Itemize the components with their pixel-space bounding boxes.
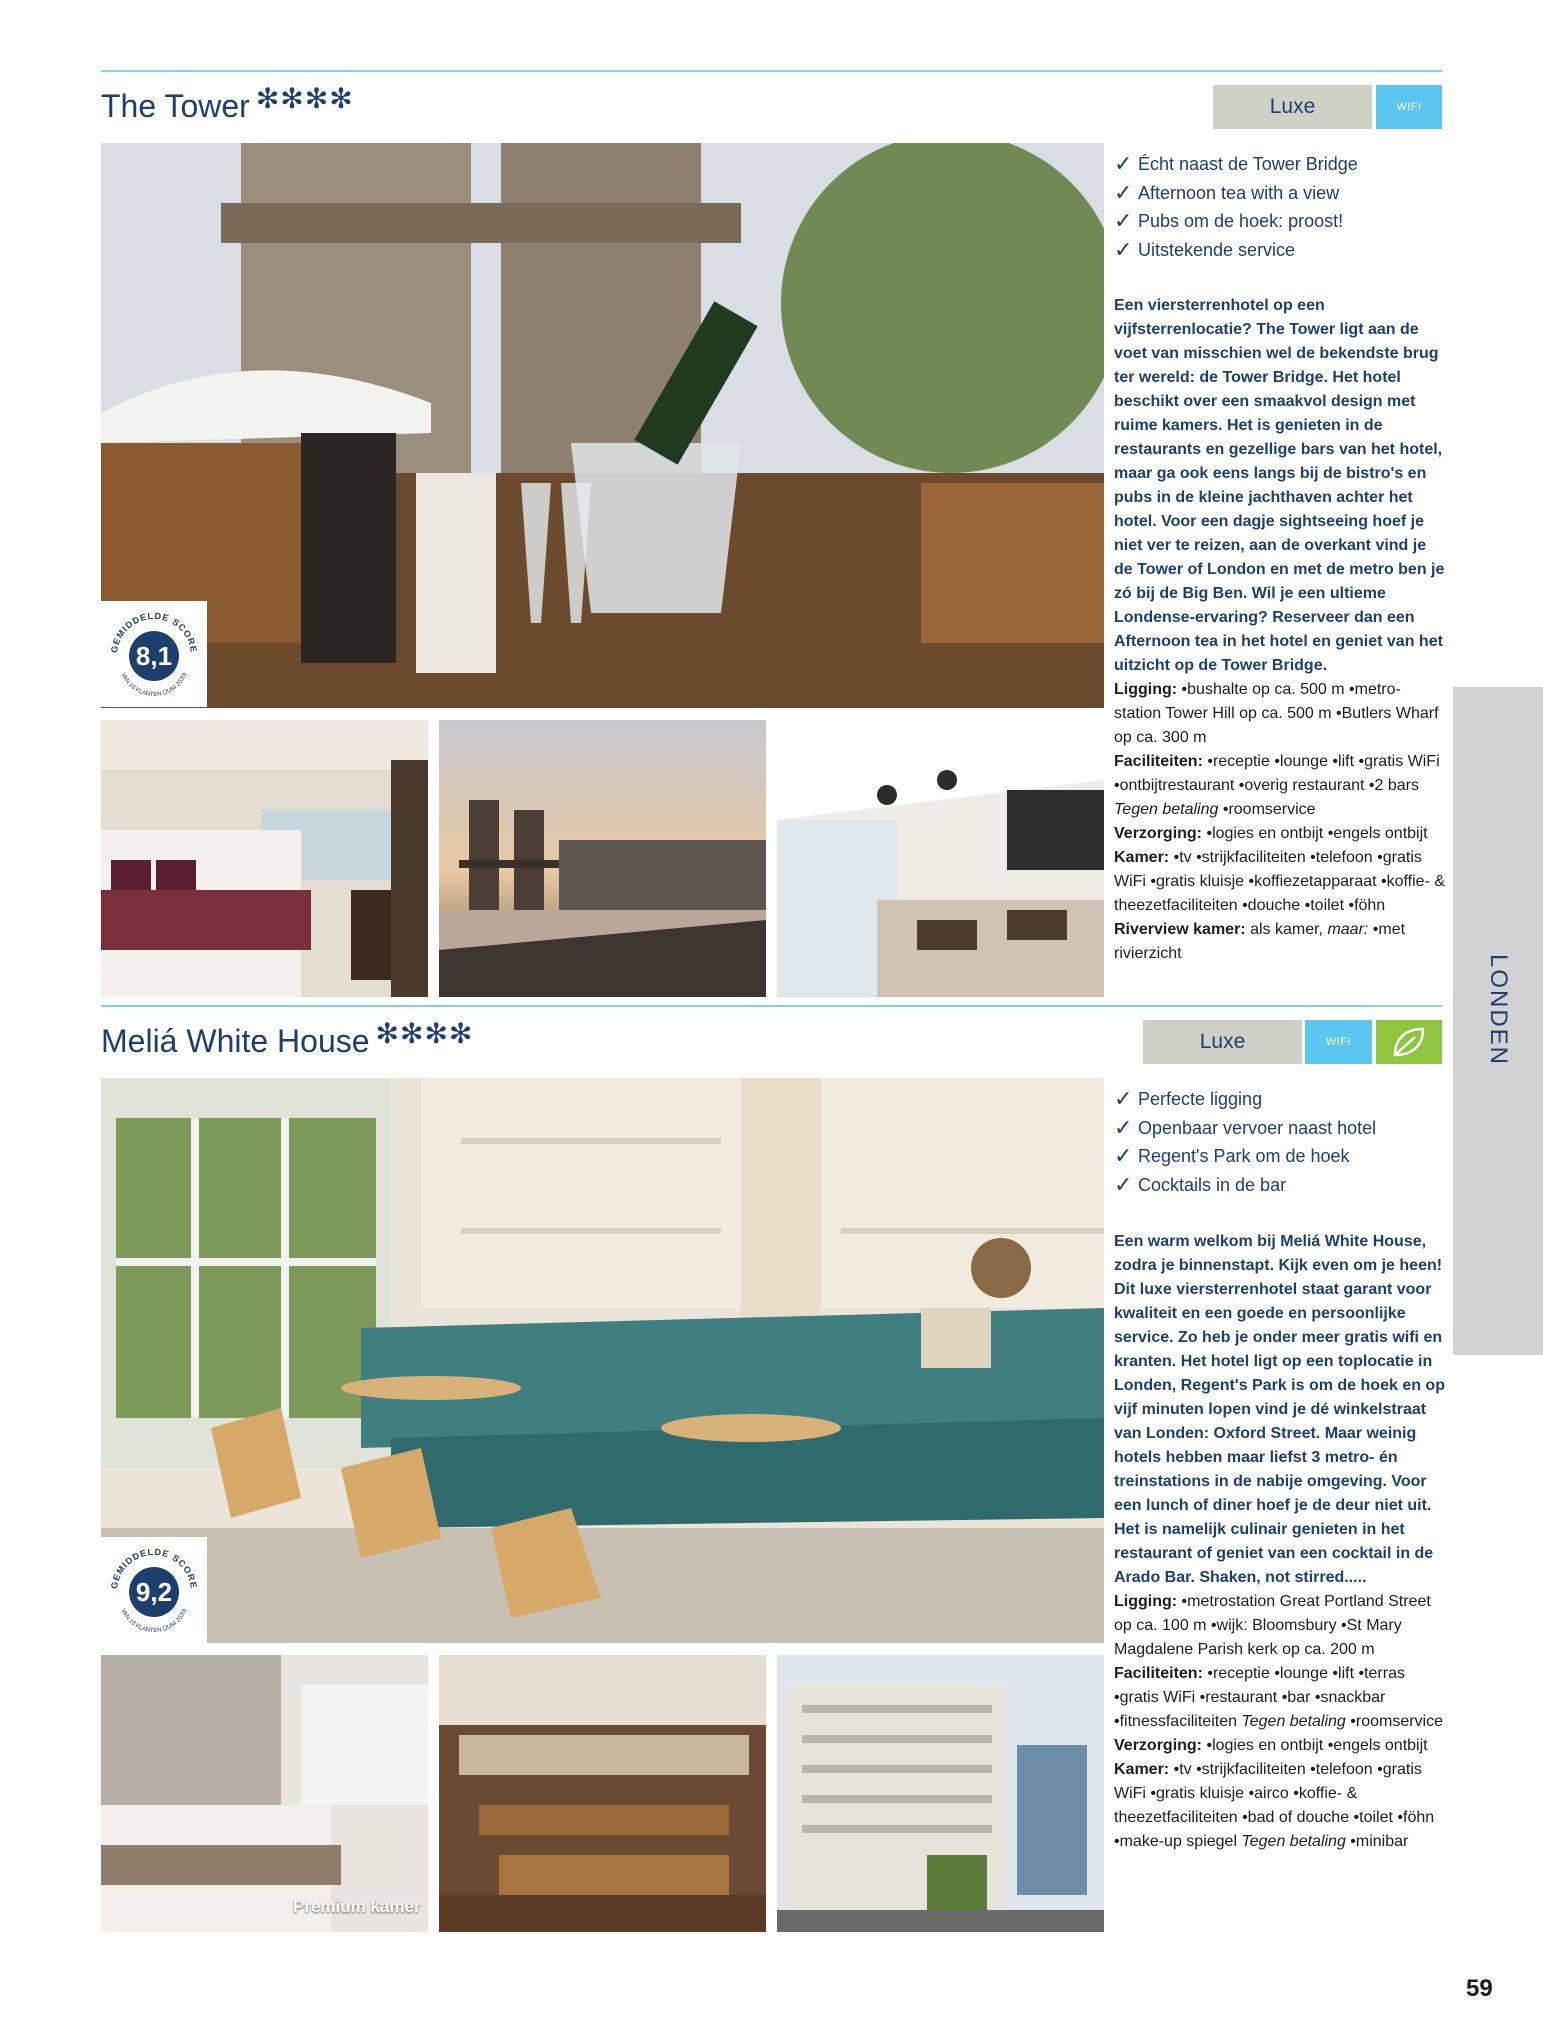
score-value: 8,1 [129,631,179,681]
detail-riverview-kamer: Riverview kamer: als kamer, maar: •met rivierzicht [1114,921,1406,962]
detail-faciliteiten: Faciliteiten: •receptie •lounge •lift •terras •gratis WiFi •restaurant •bar •snackbar •fitnessfaciliteiten Tegen betaling •roomservice [1114,1665,1444,1730]
leaf-icon [1376,1020,1442,1064]
restaurant-photo [777,720,1104,997]
section-divider [101,1005,1442,1007]
svg-text:VAN 16 KLANTEN (JUNI 2020): VAN 16 KLANTEN (JUNI 2020) [119,672,189,699]
list-item: ✓ Pubs om de hoek: proost! [1114,207,1358,236]
highlights-list [1114,150,1358,264]
intro-paragraph: Een warm welkom bij Meliá White House, zodra je binnenstapt. Kijk even om je heen! Dit luxe viersterrenhotel staat garant voor kwaliteit en een goede en persoonlijke service. Zo heb je onder meer gratis wifi en kranten. Het hotel ligt op een toplocatie in Londen, Regent's Park is om de hoek en op vijf minuten lopen vind je dé winkelstraat van Londen: Oxford Street. Maar weinig hotels hebben maar liefst 3 metro- én treinstations in de nabije omgeving. Voor een lunch of diner hoef je de deur niet uit. Het is namelijk culinair genieten in het restaurant of geniet van een cocktail in de Arado Bar. Shaken, not stirred..... [1114,1233,1445,1586]
restaurant-photo [439,1655,766,1932]
photo-caption: Premium kamer [293,1897,421,1916]
list-item: ✓ Écht naast de Tower Bridge [1114,150,1358,179]
list-item: ✓ Openbaar vervoer naast hotel [1114,1114,1376,1143]
side-tab-label: LONDEN [1485,953,1512,1067]
svg-text:GEMIDDELDE SCORE: GEMIDDELDE SCORE [109,1546,199,1590]
check-icon: ✓ [1114,1114,1133,1140]
hotel-name: The Tower [101,88,250,124]
hotel-title [101,83,354,125]
section-divider [101,70,1442,72]
list-item: ✓ Regent's Park om de hoek [1114,1142,1376,1171]
intro-paragraph: Een viersterrenhotel op een vijfsterrenlocatie? The Tower ligt aan de voet van misschien wel de bekendste brug ter wereld: de Tower Bridge. Het hotel beschikt over een smaakvol design met ruime kamers. Het is genieten in de restaurants en gezellige bars van het hotel, maar ga ook eens langs bij de bistro's en pubs in de kleine jachthaven achter het hotel. Voor een dagje sightseeing hoef je niet ver te reizen, aan de overkant vind je de Tower of London en met de metro ben je zó bij de Big Ben. Wil je een ultieme Londense-ervaring? Reserveer dan een Afternoon tea in het hotel en geniet van het uitzicht op de Tower Bridge. [1114,297,1445,674]
hotel-main-photo [101,143,1104,708]
detail-ligging: Ligging: •metrostation Great Portland Street op ca. 100 m •wijk: Bloomsbury •St Mary Magdalene Parish kerk op ca. 200 m [1114,1593,1431,1658]
detail-ligging: Ligging: •bushalte op ca. 500 m •metro-station Tower Hill op ca. 500 m •Butlers Wharf op ca. 300 m [1114,681,1439,746]
detail-kamer: Kamer: •tv •strijkfaciliteiten •telefoon •gratis WiFi •gratis kluisje •airco •koffie- & theezetfaciliteiten •bad of douche •toilet •föhn •make-up spiegel Tegen betaling •minibar [1114,1761,1435,1850]
check-icon: ✓ [1114,1143,1133,1168]
room-photo [101,720,428,997]
category-badge: Luxe [1213,85,1372,129]
svg-text:GEMIDDELDE SCORE: GEMIDDELDE SCORE [109,610,199,654]
hotel-title [101,1018,474,1060]
check-icon: ✓ [1114,179,1133,205]
page-number: 59 [1466,1975,1493,2002]
detail-faciliteiten: Faciliteiten: •receptie •lounge •lift •gratis WiFi •ontbijtrestaurant •overig restaurant •2 bars Tegen betaling •roomservice [1114,753,1440,818]
score-badge [101,1537,207,1643]
highlights-list [1114,1085,1376,1199]
check-icon: ✓ [1114,1086,1133,1111]
check-icon: ✓ [1114,151,1133,176]
city-view-photo [439,720,766,997]
list-item: ✓ Afternoon tea with a view [1114,179,1358,208]
check-icon: ✓ [1114,208,1133,233]
list-item: ✓ Cocktails in de bar [1114,1171,1376,1200]
hotel-description [1114,294,1446,966]
star-rating: ✻✻✻✻ [375,1018,474,1049]
wifi-badge: WIFI [1305,1020,1372,1064]
detail-verzorging: Verzorging: •logies en ontbijt •engels ontbijt [1114,1737,1428,1754]
wifi-badge: WIFI [1376,85,1442,129]
check-icon: ✓ [1114,236,1133,262]
exterior-photo [777,1655,1104,1932]
hotel-description [1114,1230,1446,1854]
score-badge [101,601,207,707]
list-item: ✓ Perfecte ligging [1114,1085,1376,1114]
detail-kamer: Kamer: •tv •strijkfaciliteiten •telefoon •gratis WiFi •gratis kluisje •koffiezetapparaat •koffie- & theezetfaciliteiten •douche •toilet •föhn [1114,849,1446,914]
hotel-name: Meliá White House [101,1023,370,1059]
star-rating: ✻✻✻✻ [255,83,354,114]
room-photo [101,1655,428,1932]
hotel-main-photo [101,1078,1104,1643]
list-item: ✓ Uitstekende service [1114,236,1358,265]
svg-text:VAN 10 KLANTEN (JUNI 2020): VAN 10 KLANTEN (JUNI 2020) [119,1608,189,1635]
score-value: 9,2 [129,1567,179,1617]
category-badge: Luxe [1143,1020,1302,1064]
check-icon: ✓ [1114,1171,1133,1197]
detail-verzorging: Verzorging: •logies en ontbijt •engels ontbijt [1114,825,1428,842]
